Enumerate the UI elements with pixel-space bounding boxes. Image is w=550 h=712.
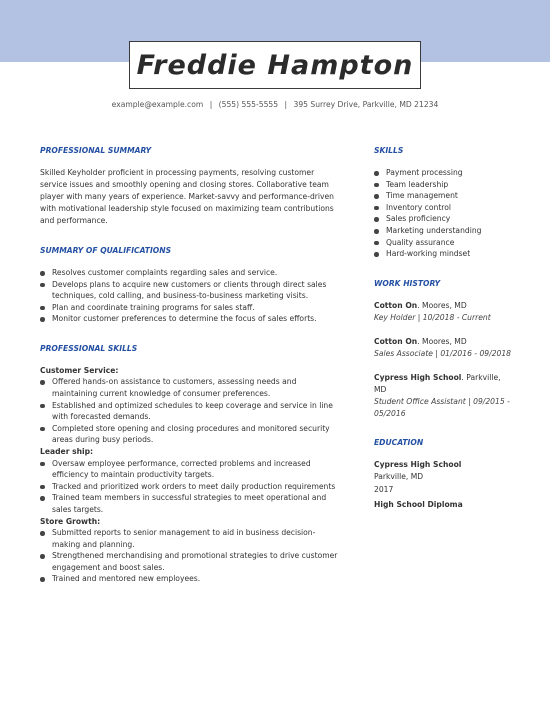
- list-item: Trained and mentored new employees.: [40, 573, 340, 585]
- bullet-icon: [40, 306, 45, 311]
- list-item: Time management: [374, 190, 514, 202]
- left-column: [40, 146, 340, 585]
- skill-group-list: [40, 376, 340, 446]
- bullet-icon: [374, 252, 379, 257]
- right-column: [374, 146, 514, 512]
- qualifications-list: [40, 267, 340, 325]
- education-heading: EDUCATION: [374, 437, 424, 447]
- list-item: Plan and coordinate training programs for sales staff.: [40, 302, 340, 314]
- list-item: Oversaw employee performance, corrected problems and increased efficiency to maintain productivity targets.: [40, 458, 340, 481]
- summary-text: Skilled Keyholder proficient in processing payments, resolving customer service issues and smoothly opening and closing stores. Collaborative team player with many years of experience. Market-savvy and performance-driven with motivational leadership style focused on maximizing team contributions and performance.: [40, 168, 334, 225]
- qualifications-heading: SUMMARY OF QUALIFICATIONS: [40, 246, 172, 255]
- list-item: Resolves customer complaints regarding sales and service.: [40, 267, 340, 279]
- list-item: Submitted reports to senior management to aid in business decision-making and planning.: [40, 527, 340, 550]
- skill-group-title: Store Growth:: [40, 516, 101, 526]
- list-item: Develops plans to acquire new customers or clients through direct sales techniques, cold calling, and business-to-business marketing visits.: [40, 279, 340, 302]
- bullet-icon: [40, 283, 45, 288]
- job-location: . Moores, MD: [417, 336, 467, 346]
- summary-heading: PROFESSIONAL SUMMARY: [40, 146, 152, 155]
- job-location: . Parkville, MD: [374, 372, 501, 394]
- edu-year: 2017: [374, 484, 394, 494]
- list-item: Marketing understanding: [374, 225, 514, 237]
- list-item: Inventory control: [374, 202, 514, 214]
- contact-email[interactable]: example@example.com: [111, 100, 204, 109]
- skill-group-title: Customer Service:: [40, 365, 119, 375]
- job-entry: [374, 300, 514, 324]
- list-item: Strengthened merchandising and promotional strategies to drive customer engagement and boost sales.: [40, 550, 340, 573]
- bullet-icon: [374, 171, 379, 176]
- bullet-icon: [40, 577, 45, 582]
- job-company: Cotton On: [374, 336, 418, 346]
- bullet-icon: [40, 485, 45, 490]
- list-item: Offered hands-on assistance to customers, assessing needs and maintaining current knowledge of consumer preferences.: [40, 376, 340, 399]
- bullet-icon: [374, 206, 379, 211]
- contact-separator: |: [209, 100, 213, 109]
- list-item: Payment processing: [374, 167, 514, 179]
- job-entry: [374, 336, 514, 360]
- bullet-icon: [374, 229, 379, 234]
- work-history-heading: WORK HISTORY: [374, 278, 441, 288]
- skills-heading: SKILLS: [374, 146, 404, 155]
- contact-address: 395 Surrey Drive, Parkville, MD 21234: [293, 100, 439, 109]
- bullet-icon: [40, 462, 45, 467]
- candidate-name: Freddie Hampton: [136, 49, 414, 81]
- bullet-icon: [374, 194, 379, 199]
- bullet-icon: [374, 183, 379, 188]
- job-company: Cotton On: [374, 300, 418, 310]
- list-item: Quality assurance: [374, 237, 514, 249]
- skills-list: [374, 167, 514, 260]
- job-title: Key Holder | 10/2018 - Current: [374, 312, 491, 322]
- job-company: Cypress High School: [374, 372, 462, 382]
- job-title: Student Office Assistant | 09/2015 - 05/2016: [374, 396, 510, 418]
- name-box: [129, 41, 421, 89]
- bullet-icon: [40, 380, 45, 385]
- contact-phone: (555) 555-5555: [218, 100, 279, 109]
- bullet-icon: [374, 217, 379, 222]
- bullet-icon: [40, 317, 45, 322]
- edu-location: Parkville, MD: [374, 472, 424, 482]
- job-location: . Moores, MD: [417, 300, 467, 310]
- contact-separator: |: [284, 100, 288, 109]
- list-item: Monitor customer preferences to determine the focus of sales efforts.: [40, 313, 340, 325]
- pro-skills-heading: PROFESSIONAL SKILLS: [40, 343, 138, 353]
- skill-group-list: [40, 458, 340, 516]
- bullet-icon: [40, 427, 45, 432]
- bullet-icon: [40, 404, 45, 409]
- list-item: Established and optimized schedules to keep coverage and service in line with forecasted demands.: [40, 400, 340, 423]
- bullet-icon: [40, 554, 45, 559]
- list-item: Completed store opening and closing procedures and monitored security areas during busy periods.: [40, 423, 340, 446]
- bullet-icon: [374, 241, 379, 246]
- bullet-icon: [40, 271, 45, 276]
- edu-degree: High School Diploma: [374, 500, 463, 510]
- skill-group-title: Leader ship:: [40, 447, 94, 457]
- list-item: Team leadership: [374, 179, 514, 191]
- bullet-icon: [40, 531, 45, 536]
- list-item: Trained team members in successful strategies to meet operational and sales targets.: [40, 492, 340, 515]
- list-item: Tracked and prioritized work orders to meet daily production requirements: [40, 481, 340, 493]
- job-entry: [374, 372, 514, 420]
- list-item: Hard-working mindset: [374, 248, 514, 260]
- job-title: Sales Associate | 01/2016 - 09/2018: [374, 348, 512, 358]
- skill-group-list: [40, 527, 340, 585]
- bullet-icon: [40, 496, 45, 501]
- list-item: Sales proficiency: [374, 213, 514, 225]
- contact-line: [0, 100, 550, 109]
- edu-school: Cypress High School: [374, 459, 462, 469]
